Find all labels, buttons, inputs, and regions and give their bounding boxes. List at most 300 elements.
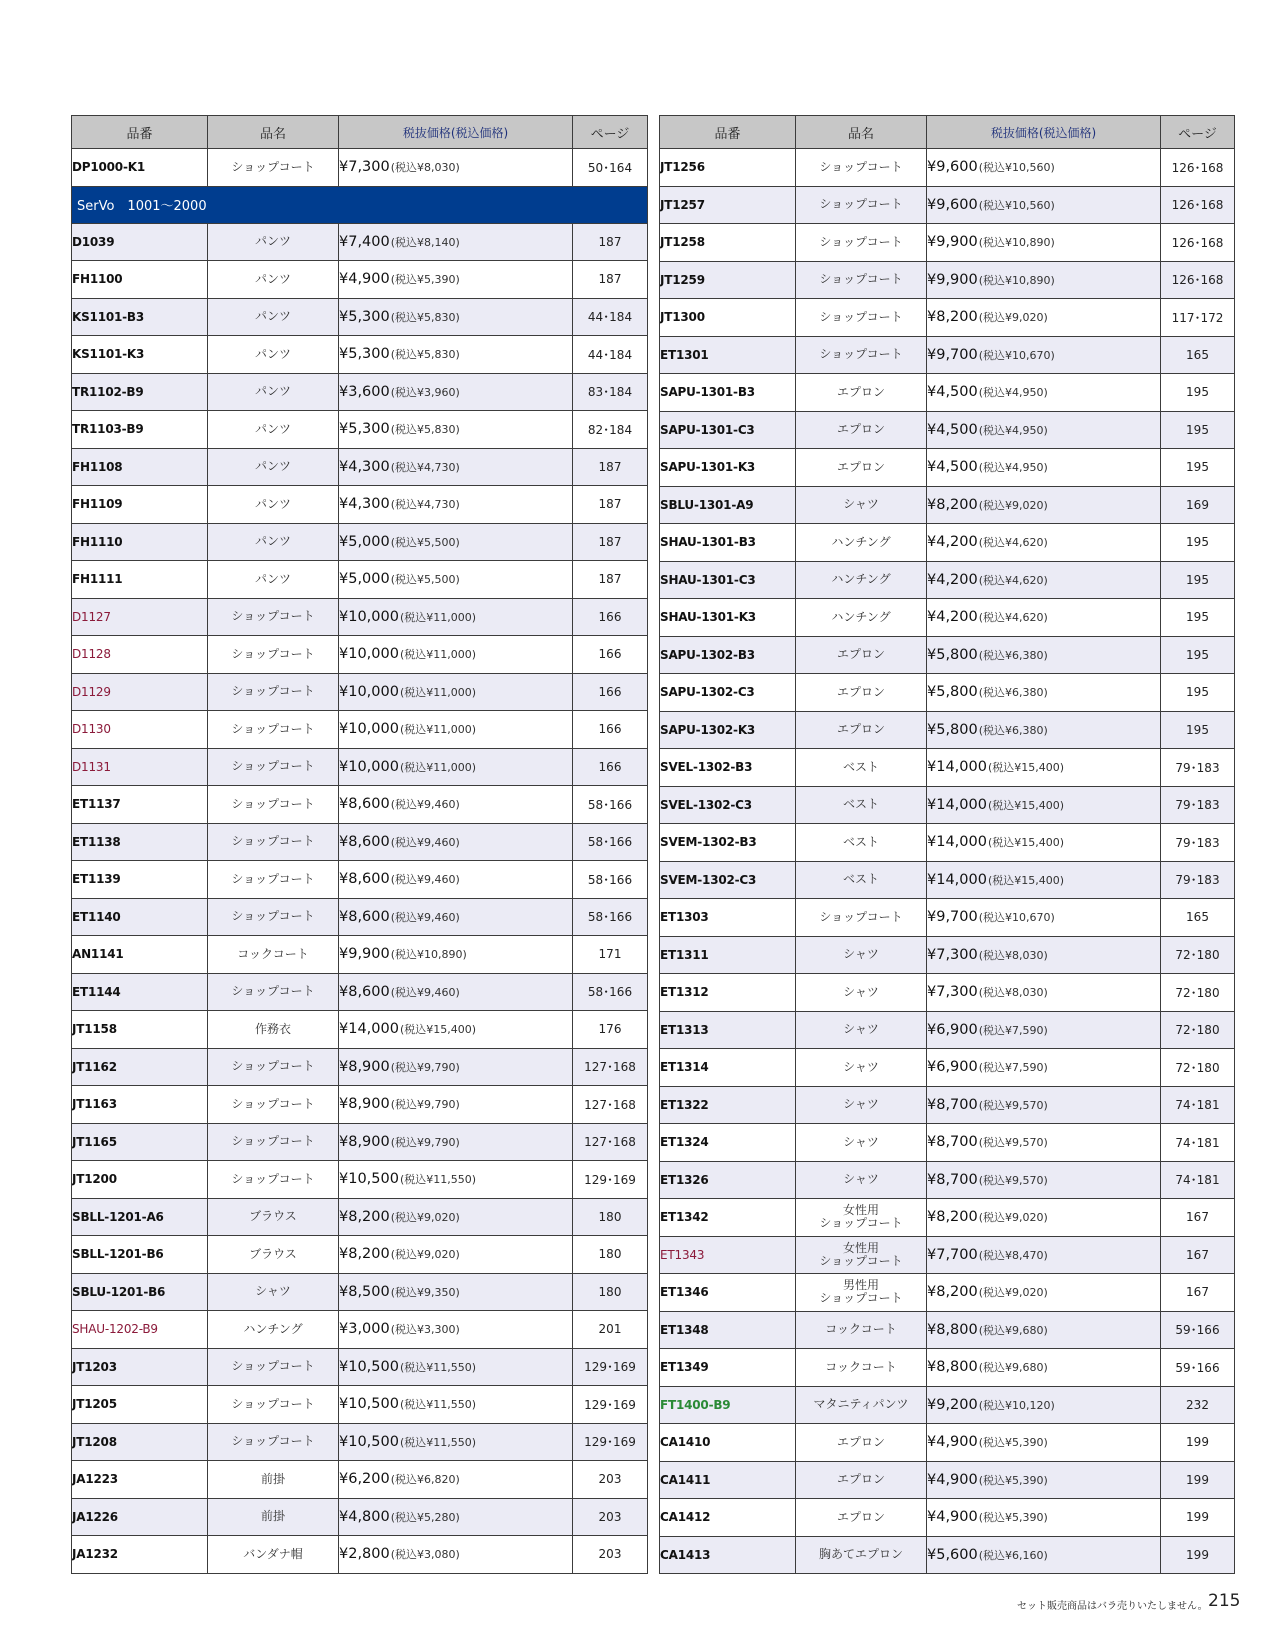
product-price	[339, 486, 573, 524]
product-price	[339, 711, 573, 749]
table-row	[72, 1311, 648, 1349]
product-name	[796, 486, 927, 524]
product-name	[208, 1348, 339, 1386]
table-row	[660, 1311, 1235, 1349]
product-name-line: パンツ	[254, 234, 291, 249]
product-price	[927, 1086, 1161, 1124]
product-price	[927, 561, 1161, 599]
table-row	[660, 1461, 1235, 1499]
header-code: 品番	[72, 116, 208, 149]
product-name-line: ショップコート	[231, 684, 315, 699]
product-name-line: パンツ	[254, 571, 291, 586]
product-code: JT1158	[72, 1011, 208, 1049]
table-row	[660, 449, 1235, 487]
price-excl-tax: ¥6,900	[927, 1021, 978, 1038]
table-row	[72, 448, 648, 486]
price-excl-tax: ¥7,300	[339, 159, 390, 176]
product-name	[208, 1011, 339, 1049]
product-code: FH1110	[72, 523, 208, 561]
product-code: AN1141	[72, 936, 208, 974]
product-name-line: ショップコート	[231, 834, 315, 849]
product-name	[208, 561, 339, 599]
price-incl-tax: (税込¥9,460)	[390, 835, 460, 849]
catalog-page-ref: 58･166	[573, 786, 648, 824]
catalog-page-ref: 166	[573, 636, 648, 674]
price-excl-tax: ¥7,400	[339, 233, 390, 250]
table-row	[72, 898, 648, 936]
product-price	[927, 936, 1161, 974]
table-row	[72, 1461, 648, 1499]
catalog-page-ref: 72･180	[1161, 936, 1235, 974]
table-row	[660, 149, 1235, 187]
price-incl-tax: (税込¥9,570)	[978, 1098, 1048, 1112]
table-header-row	[72, 116, 648, 149]
product-name	[796, 449, 927, 487]
product-price	[927, 749, 1161, 787]
product-name	[208, 1198, 339, 1236]
product-price	[339, 1198, 573, 1236]
price-excl-tax: ¥5,300	[339, 346, 390, 363]
price-incl-tax: (税込¥5,830)	[390, 423, 460, 437]
price-incl-tax: (税込¥11,000)	[399, 760, 477, 774]
product-name	[208, 1311, 339, 1349]
price-excl-tax: ¥5,300	[339, 308, 390, 325]
price-excl-tax: ¥4,900	[339, 271, 390, 288]
product-code: SVEL-1302-C3	[660, 786, 796, 824]
product-name	[208, 711, 339, 749]
product-code: SAPU-1302-K3	[660, 711, 796, 749]
product-code: SVEM-1302-C3	[660, 861, 796, 899]
product-price	[339, 1048, 573, 1086]
product-name	[796, 1086, 927, 1124]
price-incl-tax: (税込¥10,120)	[978, 1398, 1055, 1412]
table-row	[72, 673, 648, 711]
product-price	[339, 149, 573, 187]
price-excl-tax: ¥8,200	[927, 309, 978, 326]
price-excl-tax: ¥8,200	[927, 1284, 978, 1301]
product-price	[339, 1498, 573, 1536]
product-name-line: パンツ	[254, 421, 291, 436]
product-name	[208, 1536, 339, 1574]
table-row	[72, 748, 648, 786]
product-name-line: ベスト	[842, 834, 879, 849]
product-name	[208, 786, 339, 824]
catalog-page-ref: 127･168	[573, 1086, 648, 1124]
price-incl-tax: (税込¥5,830)	[390, 348, 460, 362]
product-code: JT1257	[660, 186, 796, 224]
catalog-page-ref: 129･169	[573, 1423, 648, 1461]
product-name	[208, 373, 339, 411]
product-code: ET1324	[660, 1124, 796, 1162]
product-code: ET1313	[660, 1011, 796, 1049]
product-code: JT1200	[72, 1161, 208, 1199]
product-name	[796, 599, 927, 637]
product-code: SAPU-1301-B3	[660, 374, 796, 412]
product-code: KS1101-K3	[72, 336, 208, 374]
product-price	[339, 1311, 573, 1349]
price-incl-tax: (税込¥6,380)	[978, 686, 1048, 700]
price-incl-tax: (税込¥5,500)	[390, 535, 460, 549]
price-incl-tax: (税込¥10,890)	[978, 236, 1055, 250]
product-name-line: ハンチング	[831, 572, 891, 587]
price-excl-tax: ¥8,800	[927, 1359, 978, 1376]
catalog-page-ref: 59･166	[1161, 1349, 1235, 1387]
product-name	[796, 1011, 927, 1049]
product-name-line: 前掛	[260, 1471, 285, 1486]
table-row	[72, 973, 648, 1011]
product-code: D1130	[72, 711, 208, 749]
table-row	[660, 561, 1235, 599]
table-row	[660, 524, 1235, 562]
price-excl-tax: ¥4,900	[927, 1509, 978, 1526]
table-row	[660, 186, 1235, 224]
catalog-page-ref: 195	[1161, 674, 1235, 712]
catalog-page-ref: 82･184	[573, 411, 648, 449]
table-row	[72, 936, 648, 974]
price-incl-tax: (税込¥5,390)	[978, 1436, 1048, 1450]
product-price	[927, 1424, 1161, 1462]
catalog-page-ref: 72･180	[1161, 974, 1235, 1012]
product-name	[208, 1123, 339, 1161]
product-code: FH1111	[72, 561, 208, 599]
price-incl-tax: (税込¥11,000)	[399, 610, 477, 624]
price-excl-tax: ¥10,500	[339, 1358, 399, 1375]
product-name-line: ベスト	[842, 797, 879, 812]
price-excl-tax: ¥14,000	[927, 796, 987, 813]
product-code: JT1259	[660, 261, 796, 299]
product-name-line: ショップコート	[819, 1291, 903, 1306]
price-incl-tax: (税込¥10,670)	[978, 911, 1055, 925]
price-incl-tax: (税込¥4,620)	[978, 573, 1048, 587]
product-price	[339, 748, 573, 786]
product-name	[208, 1161, 339, 1199]
catalog-page-ref: 50･164	[573, 149, 648, 187]
product-price	[339, 898, 573, 936]
price-excl-tax: ¥10,500	[339, 1433, 399, 1450]
product-code: SAPU-1301-K3	[660, 449, 796, 487]
price-excl-tax: ¥8,200	[339, 1208, 390, 1225]
product-name	[796, 1199, 927, 1237]
product-code: JT1258	[660, 224, 796, 262]
catalog-page-ref: 44･184	[573, 336, 648, 374]
product-name-line: ショップコート	[231, 1434, 315, 1449]
header-price: 税抜価格(税込価格)	[339, 116, 573, 149]
product-code: JT1162	[72, 1048, 208, 1086]
price-excl-tax: ¥8,500	[339, 1283, 390, 1300]
product-name-line: ショップコート	[231, 909, 315, 924]
price-incl-tax: (税込¥15,400)	[987, 836, 1065, 850]
price-excl-tax: ¥8,600	[339, 871, 390, 888]
catalog-page-ref: 199	[1161, 1424, 1235, 1462]
table-row	[72, 1086, 648, 1124]
product-code: ET1312	[660, 974, 796, 1012]
table-row	[660, 599, 1235, 637]
table-row	[72, 786, 648, 824]
product-name-line: パンツ	[254, 271, 291, 286]
product-price	[927, 1386, 1161, 1424]
price-excl-tax: ¥8,600	[339, 796, 390, 813]
product-code: ET1348	[660, 1311, 796, 1349]
table-row	[660, 936, 1235, 974]
table-row	[660, 1199, 1235, 1237]
product-price	[339, 1536, 573, 1574]
table-row	[72, 1123, 648, 1161]
table-row	[660, 411, 1235, 449]
price-excl-tax: ¥5,800	[927, 684, 978, 701]
catalog-page-ref: 195	[1161, 636, 1235, 674]
product-code: JT1208	[72, 1423, 208, 1461]
table-row	[72, 523, 648, 561]
product-price	[339, 448, 573, 486]
product-price	[927, 786, 1161, 824]
product-name	[796, 149, 927, 187]
product-name-line: エプロン	[836, 1434, 885, 1449]
price-incl-tax: (税込¥11,000)	[399, 648, 477, 662]
table-row	[660, 336, 1235, 374]
catalog-page-ref: 127･168	[573, 1048, 648, 1086]
price-incl-tax: (税込¥5,390)	[978, 1511, 1048, 1525]
product-name-line: マタニティパンツ	[813, 1397, 909, 1412]
product-name-line: 前掛	[260, 1509, 285, 1524]
table-row	[660, 1349, 1235, 1387]
product-price	[339, 1236, 573, 1274]
product-name-line: エプロン	[836, 722, 885, 737]
product-code: SAPU-1301-C3	[660, 411, 796, 449]
price-incl-tax: (税込¥3,960)	[390, 385, 460, 399]
product-name	[796, 636, 927, 674]
product-name-line: シャツ	[255, 1284, 291, 1299]
product-code: FH1108	[72, 448, 208, 486]
price-excl-tax: ¥5,000	[339, 571, 390, 588]
price-incl-tax: (税込¥7,590)	[978, 1061, 1048, 1075]
product-name-line: ショップコート	[819, 909, 903, 924]
catalog-page-ref: 199	[1161, 1461, 1235, 1499]
price-excl-tax: ¥2,800	[339, 1546, 390, 1563]
product-name-line: ショップコート	[231, 796, 315, 811]
product-code: SHAU-1202-B9	[72, 1311, 208, 1349]
price-table-right	[659, 115, 1235, 1574]
catalog-page-ref: 129･169	[573, 1386, 648, 1424]
price-excl-tax: ¥9,700	[927, 909, 978, 926]
catalog-page-ref: 171	[573, 936, 648, 974]
price-excl-tax: ¥14,000	[927, 871, 987, 888]
product-code: D1128	[72, 636, 208, 674]
price-excl-tax: ¥8,600	[339, 833, 390, 850]
price-incl-tax: (税込¥4,730)	[390, 460, 460, 474]
product-price	[339, 1123, 573, 1161]
product-name	[208, 898, 339, 936]
price-incl-tax: (税込¥10,670)	[978, 348, 1055, 362]
price-incl-tax: (税込¥15,400)	[987, 798, 1065, 812]
product-name-line: パンツ	[254, 384, 291, 399]
table-row	[660, 299, 1235, 337]
price-incl-tax: (税込¥11,550)	[399, 1398, 477, 1412]
product-name	[796, 1536, 927, 1574]
table-row	[72, 411, 648, 449]
table-row	[72, 298, 648, 336]
product-code: JT1203	[72, 1348, 208, 1386]
price-incl-tax: (税込¥6,160)	[978, 1548, 1048, 1562]
header-code: 品番	[660, 116, 796, 149]
price-excl-tax: ¥7,300	[927, 984, 978, 1001]
price-incl-tax: (税込¥5,500)	[390, 573, 460, 587]
product-name-line: シャツ	[843, 1059, 879, 1074]
price-incl-tax: (税込¥6,820)	[390, 1473, 460, 1487]
table-row	[660, 486, 1235, 524]
header-page: ページ	[573, 116, 648, 149]
product-price	[927, 1536, 1161, 1574]
table-row	[660, 899, 1235, 937]
product-code: CA1412	[660, 1499, 796, 1537]
catalog-page-ref: 129･169	[573, 1161, 648, 1199]
catalog-page-ref: 187	[573, 561, 648, 599]
product-name-line: エプロン	[836, 422, 885, 437]
catalog-page-ref: 203	[573, 1461, 648, 1499]
product-name	[796, 411, 927, 449]
product-price	[927, 149, 1161, 187]
product-code: SBLL-1201-A6	[72, 1198, 208, 1236]
product-price	[927, 374, 1161, 412]
series-band-label: SerVo 1001～2000	[72, 186, 648, 223]
header-page: ページ	[1161, 116, 1235, 149]
product-code: ET1137	[72, 786, 208, 824]
price-excl-tax: ¥4,200	[927, 534, 978, 551]
table-row	[660, 1236, 1235, 1274]
product-name	[208, 598, 339, 636]
price-incl-tax: (税込¥8,140)	[390, 235, 460, 249]
table-row	[72, 1536, 648, 1574]
table-row	[72, 598, 648, 636]
right-table-body	[660, 149, 1235, 1574]
product-price	[339, 636, 573, 674]
product-name-line: ハンチング	[243, 1321, 303, 1336]
product-code: SBLU-1301-A9	[660, 486, 796, 524]
product-code: ET1349	[660, 1349, 796, 1387]
product-name	[208, 636, 339, 674]
catalog-page-ref: 126･168	[1161, 186, 1235, 224]
table-row	[72, 861, 648, 899]
price-excl-tax: ¥9,600	[927, 159, 978, 176]
product-name-line: シャツ	[843, 497, 879, 512]
price-incl-tax: (税込¥8,030)	[978, 948, 1048, 962]
catalog-page-ref: 126･168	[1161, 224, 1235, 262]
price-excl-tax: ¥5,800	[927, 721, 978, 738]
product-name-line: パンツ	[254, 346, 291, 361]
catalog-page-ref: 232	[1161, 1386, 1235, 1424]
product-name-line: ショップコート	[819, 159, 903, 174]
price-table-left	[71, 115, 648, 1574]
table-row	[660, 1499, 1235, 1537]
product-price	[339, 223, 573, 261]
price-incl-tax: (税込¥9,680)	[978, 1323, 1048, 1337]
price-incl-tax: (税込¥15,400)	[399, 1023, 477, 1037]
table-row	[660, 636, 1235, 674]
product-name	[796, 186, 927, 224]
product-price	[339, 973, 573, 1011]
product-name	[796, 749, 927, 787]
table-row	[72, 1498, 648, 1536]
product-name-line: パンツ	[254, 496, 291, 511]
product-name	[208, 861, 339, 899]
product-code: SAPU-1302-C3	[660, 674, 796, 712]
product-price	[339, 1461, 573, 1499]
product-name-line: コックコート	[825, 1322, 897, 1337]
product-code: TR1103-B9	[72, 411, 208, 449]
product-price	[927, 1124, 1161, 1162]
product-name-line: 胸あてエプロン	[818, 1547, 903, 1562]
product-code: ET1301	[660, 336, 796, 374]
product-name	[796, 374, 927, 412]
product-price	[339, 336, 573, 374]
table-row	[72, 373, 648, 411]
table-row	[72, 149, 648, 187]
product-code: ET1322	[660, 1086, 796, 1124]
product-name-line: ショップコート	[231, 646, 315, 661]
catalog-page-ref: 195	[1161, 711, 1235, 749]
product-name-line: コックコート	[825, 1359, 897, 1374]
price-excl-tax: ¥4,500	[927, 421, 978, 438]
product-code: ET1303	[660, 899, 796, 937]
price-incl-tax: (税込¥10,560)	[978, 161, 1055, 175]
product-name	[796, 561, 927, 599]
product-name	[796, 1274, 927, 1312]
product-price	[339, 261, 573, 299]
product-price	[927, 899, 1161, 937]
product-price	[927, 524, 1161, 562]
product-name	[796, 824, 927, 862]
product-name-line: ショップコート	[231, 1396, 315, 1411]
price-excl-tax: ¥10,500	[339, 1171, 399, 1188]
price-incl-tax: (税込¥9,460)	[390, 873, 460, 887]
product-price	[927, 1274, 1161, 1312]
price-incl-tax: (税込¥9,570)	[978, 1173, 1048, 1187]
catalog-page-ref: 166	[573, 711, 648, 749]
price-incl-tax: (税込¥10,560)	[978, 198, 1055, 212]
catalog-page-ref: 187	[573, 523, 648, 561]
catalog-page-ref: 83･184	[573, 373, 648, 411]
product-name-line: ショップコート	[231, 871, 315, 886]
table-row	[72, 1273, 648, 1311]
catalog-page-ref: 180	[573, 1273, 648, 1311]
table-row	[72, 1048, 648, 1086]
catalog-page-ref: 126･168	[1161, 149, 1235, 187]
table-header-row	[660, 116, 1235, 149]
product-price	[339, 1161, 573, 1199]
product-code: ET1343	[660, 1236, 796, 1274]
price-excl-tax: ¥8,700	[927, 1096, 978, 1113]
product-name-line: ショップコート	[231, 1059, 315, 1074]
product-name	[208, 448, 339, 486]
product-name-line: ショップコート	[231, 984, 315, 999]
price-excl-tax: ¥8,600	[339, 983, 390, 1000]
price-excl-tax: ¥8,900	[339, 1133, 390, 1150]
product-name	[208, 261, 339, 299]
product-name	[208, 1236, 339, 1274]
price-excl-tax: ¥8,200	[927, 1209, 978, 1226]
product-name-line: ショップコート	[231, 1359, 315, 1374]
catalog-page-ref: 195	[1161, 449, 1235, 487]
catalog-page-ref: 166	[573, 598, 648, 636]
product-name-line: ハンチング	[831, 534, 891, 549]
price-incl-tax: (税込¥9,460)	[390, 985, 460, 999]
catalog-page-ref: 203	[573, 1536, 648, 1574]
price-incl-tax: (税込¥9,570)	[978, 1136, 1048, 1150]
price-incl-tax: (税込¥9,460)	[390, 910, 460, 924]
product-name-line: ショップコート	[231, 1171, 315, 1186]
product-price	[339, 411, 573, 449]
product-price	[927, 1161, 1161, 1199]
product-code: TR1102-B9	[72, 373, 208, 411]
